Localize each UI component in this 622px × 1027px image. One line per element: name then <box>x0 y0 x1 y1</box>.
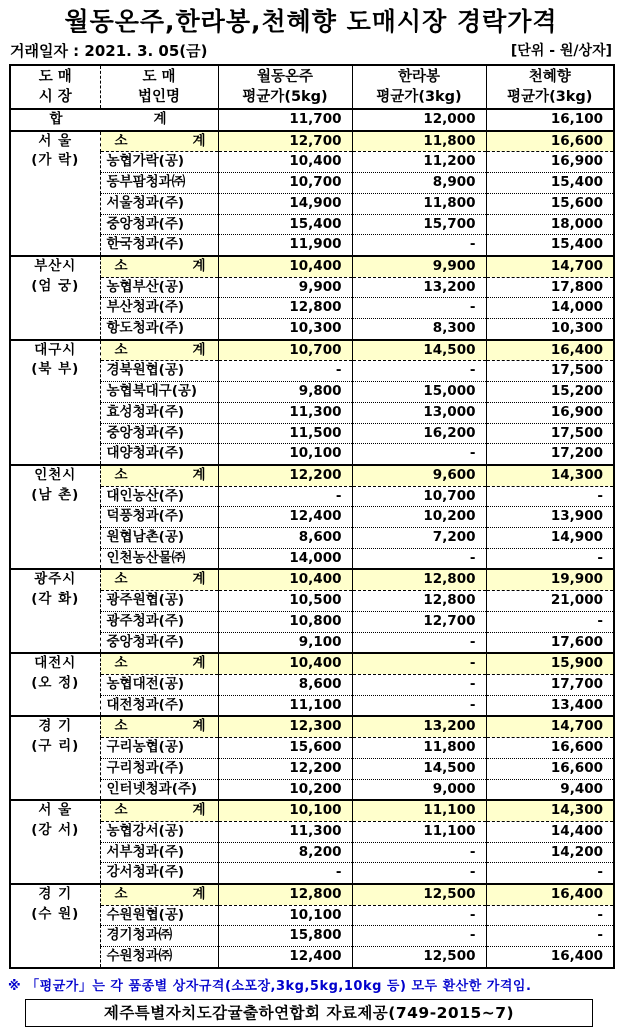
total-price-cell: 16,100 <box>486 109 614 131</box>
company-name-cell: 농협북대구(공) <box>100 382 218 403</box>
price-cell: 17,700 <box>486 674 614 695</box>
subtotal-label-left: 소 <box>114 466 128 483</box>
company-row <box>10 193 614 214</box>
company-name-cell: 중앙청과(주) <box>100 423 218 444</box>
company-row <box>10 507 614 528</box>
price-cell: 7,200 <box>352 528 486 549</box>
market-name-line: 광주시 <box>34 571 77 588</box>
header-corporation-line1: 도 매 <box>142 69 176 85</box>
market-branch-line: (수 원) <box>31 905 80 922</box>
price-cell: 13,000 <box>352 402 486 423</box>
subtotal-label-left: 소 <box>114 655 128 672</box>
subtotal-row <box>10 800 614 821</box>
price-cell: 15,400 <box>486 173 614 194</box>
subtotal-label-inner <box>107 801 218 821</box>
market-cell <box>10 569 100 653</box>
subtotal-label-inner <box>107 132 218 152</box>
subtotal-price-cell: 11,800 <box>352 131 486 152</box>
company-name-cell: 광주청과(주) <box>100 611 218 632</box>
price-cell: - <box>352 632 486 653</box>
company-row <box>10 947 614 968</box>
subtotal-label-cell <box>100 569 218 590</box>
company-row <box>10 277 614 298</box>
price-cell: - <box>218 486 352 507</box>
company-name-cell: 부산청과(주) <box>100 298 218 319</box>
company-name-cell: 서울청과(주) <box>100 193 218 214</box>
price-cell: 21,000 <box>486 591 614 612</box>
price-cell: 14,000 <box>218 548 352 569</box>
price-cell: - <box>486 926 614 947</box>
price-cell: 9,000 <box>352 779 486 800</box>
company-row <box>10 695 614 716</box>
company-row <box>10 842 614 863</box>
company-name-cell: 수원원협(공) <box>100 905 218 926</box>
subtotal-label-left: 소 <box>114 257 128 274</box>
market-cell <box>10 884 100 968</box>
company-row <box>10 738 614 759</box>
market-branch-line: (남 촌) <box>31 486 80 503</box>
price-cell: 8,600 <box>218 528 352 549</box>
subtotal-label-left: 소 <box>114 886 128 903</box>
company-name-cell: 항도청과(주) <box>100 319 218 340</box>
subtotal-row <box>10 465 614 486</box>
subtotal-price-cell: 16,400 <box>486 884 614 905</box>
company-name-cell: 인천농산물㈜ <box>100 548 218 569</box>
subtotal-label-left: 소 <box>114 132 128 149</box>
subtotal-price-cell: - <box>352 653 486 674</box>
company-row <box>10 298 614 319</box>
subtotal-price-cell: 10,400 <box>218 653 352 674</box>
subtotal-row <box>10 131 614 152</box>
subtotal-price-cell: 14,300 <box>486 800 614 821</box>
subtotal-row <box>10 340 614 361</box>
price-cell: - <box>352 444 486 465</box>
company-row <box>10 758 614 779</box>
price-cell: 14,900 <box>486 528 614 549</box>
header-market-line1: 도 매 <box>38 69 72 85</box>
price-cell: - <box>352 548 486 569</box>
subtotal-price-cell: 9,600 <box>352 465 486 486</box>
subtotal-label-inner <box>107 257 218 277</box>
market-cell <box>10 340 100 465</box>
market-cell <box>10 465 100 570</box>
subtotal-label-right: 계 <box>192 886 206 903</box>
market-branch-line: (강 서) <box>31 821 80 838</box>
company-row <box>10 173 614 194</box>
price-cell: - <box>352 905 486 926</box>
price-cell: 15,600 <box>486 193 614 214</box>
company-name-cell: 농협가락(공) <box>100 152 218 173</box>
price-cell: 15,200 <box>486 382 614 403</box>
market-cell <box>10 131 100 256</box>
market-cell <box>10 800 100 884</box>
company-row <box>10 779 614 800</box>
price-cell: 11,800 <box>352 738 486 759</box>
market-name-line: 서 울 <box>38 802 73 819</box>
market-name-line: 경 기 <box>38 718 73 735</box>
provider-box <box>25 999 593 1027</box>
price-cell: 12,400 <box>218 947 352 968</box>
subtotal-price-cell: 10,400 <box>218 256 352 277</box>
company-row <box>10 423 614 444</box>
subtotal-label-right: 계 <box>192 132 206 149</box>
price-table <box>9 64 615 969</box>
header-wintermandarin-line1: 월동온주 <box>256 69 314 85</box>
price-cell: 17,600 <box>486 632 614 653</box>
company-row <box>10 632 614 653</box>
price-cell: - <box>352 298 486 319</box>
header-hallabong <box>352 65 486 109</box>
subtotal-price-cell: 16,600 <box>486 131 614 152</box>
subtotal-label-left: 소 <box>114 802 128 819</box>
subtotal-label-cell <box>100 131 218 152</box>
price-cell: 14,000 <box>486 298 614 319</box>
total-price-cell: 11,700 <box>218 109 352 131</box>
subtotal-row <box>10 256 614 277</box>
price-cell: 11,800 <box>352 193 486 214</box>
company-row <box>10 444 614 465</box>
price-cell: 14,400 <box>486 821 614 842</box>
company-row <box>10 235 614 256</box>
company-row <box>10 674 614 695</box>
company-name-cell: 대양청과(주) <box>100 444 218 465</box>
price-cell: 13,400 <box>486 695 614 716</box>
price-cell: 10,300 <box>486 319 614 340</box>
header-market <box>10 65 100 109</box>
market-branch-line: (각 화) <box>31 591 80 608</box>
price-cell: 10,800 <box>218 611 352 632</box>
company-row <box>10 548 614 569</box>
price-cell: - <box>352 235 486 256</box>
subtotal-label-inner <box>107 885 218 905</box>
price-cell: 12,200 <box>218 758 352 779</box>
price-cell: 9,800 <box>218 382 352 403</box>
subtotal-label-inner <box>107 570 218 590</box>
subtotal-row <box>10 716 614 737</box>
price-cell: 18,000 <box>486 214 614 235</box>
market-name-line: 경 기 <box>38 886 73 903</box>
price-cell: 8,600 <box>218 674 352 695</box>
price-cell: 10,400 <box>218 152 352 173</box>
header-cheonhyehyang-line2: 평균가(3kg) <box>507 89 593 105</box>
price-cell: - <box>486 611 614 632</box>
subtotal-label-right: 계 <box>192 257 206 274</box>
subtotal-price-cell: 9,900 <box>352 256 486 277</box>
price-cell: 16,900 <box>486 402 614 423</box>
subtotal-label-right: 계 <box>192 655 206 672</box>
company-row <box>10 152 614 173</box>
subtotal-price-cell: 12,800 <box>218 884 352 905</box>
company-name-cell: 광주원협(공) <box>100 591 218 612</box>
company-name-cell: 대인농산(주) <box>100 486 218 507</box>
company-name-cell: 경기청과㈜ <box>100 926 218 947</box>
market-cell <box>10 256 100 340</box>
company-name-cell: 서부청과(주) <box>100 842 218 863</box>
price-cell: - <box>352 361 486 382</box>
price-cell: 11,500 <box>218 423 352 444</box>
subtotal-label-cell <box>100 256 218 277</box>
total-label-inner <box>11 110 218 130</box>
price-cell: 12,800 <box>218 298 352 319</box>
company-name-cell: 구리청과(주) <box>100 758 218 779</box>
header-wintermandarin <box>218 65 352 109</box>
subtotal-row <box>10 653 614 674</box>
price-cell: 9,400 <box>486 779 614 800</box>
company-row <box>10 863 614 884</box>
subtotal-label-inner <box>107 466 218 486</box>
price-cell: 10,300 <box>218 319 352 340</box>
price-cell: - <box>486 486 614 507</box>
subtotal-price-cell: 14,700 <box>486 256 614 277</box>
price-cell: 12,500 <box>352 947 486 968</box>
subtotal-price-cell: 12,800 <box>352 569 486 590</box>
price-cell: 10,700 <box>218 173 352 194</box>
price-cell: - <box>352 863 486 884</box>
header-row <box>10 65 614 109</box>
subtotal-price-cell: 12,700 <box>218 131 352 152</box>
market-cell <box>10 716 100 800</box>
price-cell: 9,100 <box>218 632 352 653</box>
price-cell: 16,600 <box>486 738 614 759</box>
price-cell: 17,500 <box>486 361 614 382</box>
subtotal-label-cell <box>100 716 218 737</box>
subtotal-label-right: 계 <box>192 571 206 588</box>
price-cell: 15,800 <box>218 926 352 947</box>
header-corporation-line2: 법인명 <box>137 89 181 105</box>
market-branch-line: (북 부) <box>31 361 80 378</box>
header-corporation <box>100 65 218 109</box>
market-name-line: 대전시 <box>34 655 77 672</box>
price-cell: 16,200 <box>352 423 486 444</box>
market-branch-line: (가 락) <box>31 152 80 169</box>
company-row <box>10 319 614 340</box>
subtotal-row <box>10 569 614 590</box>
company-name-cell: 농협부산(공) <box>100 277 218 298</box>
company-name-cell: 중앙청과(주) <box>100 214 218 235</box>
subtotal-price-cell: 19,900 <box>486 569 614 590</box>
company-row <box>10 905 614 926</box>
price-cell: 11,100 <box>352 821 486 842</box>
price-cell: 11,300 <box>218 821 352 842</box>
company-row <box>10 821 614 842</box>
price-cell: - <box>486 548 614 569</box>
price-cell: 12,700 <box>352 611 486 632</box>
subtotal-label-cell <box>100 340 218 361</box>
company-row <box>10 486 614 507</box>
price-cell: - <box>486 863 614 884</box>
subtotal-label-inner <box>107 341 218 361</box>
price-cell: - <box>486 905 614 926</box>
subtotal-price-cell: 11,100 <box>352 800 486 821</box>
company-name-cell: 원협남촌(공) <box>100 528 218 549</box>
subtotal-label-left: 소 <box>114 718 128 735</box>
price-cell: 14,900 <box>218 193 352 214</box>
page-title: 월동온주,한라봉,천혜향 도매시장 경락가격 <box>64 7 558 36</box>
price-cell: 13,200 <box>352 277 486 298</box>
price-cell: 14,200 <box>486 842 614 863</box>
unit-label: [단위 - 원/상자] <box>510 43 612 59</box>
company-row <box>10 402 614 423</box>
total-label-cell <box>10 109 218 131</box>
subtotal-label-right: 계 <box>192 718 206 735</box>
price-cell: 11,100 <box>218 695 352 716</box>
price-cell: 10,100 <box>218 905 352 926</box>
subtotal-label-right: 계 <box>192 802 206 819</box>
trade-date-label: 거래일자 : 2021. 3. 05(금) <box>10 42 208 60</box>
price-cell: 12,800 <box>352 591 486 612</box>
subtotal-price-cell: 12,300 <box>218 716 352 737</box>
market-name-line: 대구시 <box>34 341 77 358</box>
market-branch-line: (엄 궁) <box>31 277 80 294</box>
subtotal-price-cell: 12,200 <box>218 465 352 486</box>
price-cell: 14,500 <box>352 758 486 779</box>
price-cell: 10,100 <box>218 444 352 465</box>
meta-row <box>10 43 612 60</box>
price-cell: 10,500 <box>218 591 352 612</box>
total-price-cell: 12,000 <box>352 109 486 131</box>
header-hallabong-line2: 평균가(3kg) <box>376 89 462 105</box>
subtotal-price-cell: 10,100 <box>218 800 352 821</box>
company-row <box>10 926 614 947</box>
header-market-line2: 시 장 <box>38 89 72 105</box>
company-name-cell: 효성청과(주) <box>100 402 218 423</box>
price-cell: 15,400 <box>218 214 352 235</box>
header-wintermandarin-line2: 평균가(5kg) <box>242 89 328 105</box>
price-cell: 15,700 <box>352 214 486 235</box>
price-cell: - <box>352 674 486 695</box>
header-cheonhyehyang-line1: 천혜향 <box>528 69 571 85</box>
price-cell: 11,900 <box>218 235 352 256</box>
company-name-cell: 동부팜청과㈜ <box>100 173 218 194</box>
subtotal-row <box>10 884 614 905</box>
company-name-cell: 중앙청과(주) <box>100 632 218 653</box>
subtotal-price-cell: 10,400 <box>218 569 352 590</box>
price-cell: 10,700 <box>352 486 486 507</box>
header-cheonhyehyang <box>486 65 614 109</box>
company-name-cell: 대전청과(주) <box>100 695 218 716</box>
company-row <box>10 214 614 235</box>
price-cell: - <box>352 695 486 716</box>
subtotal-label-left: 소 <box>114 341 128 358</box>
table-body <box>10 109 614 968</box>
subtotal-label-inner <box>107 654 218 674</box>
subtotal-price-cell: 14,700 <box>486 716 614 737</box>
table-header <box>10 65 614 109</box>
price-cell: - <box>352 842 486 863</box>
price-cell: 11,300 <box>218 402 352 423</box>
total-label-left: 합 <box>49 111 63 127</box>
company-name-cell: 강서청과(주) <box>100 863 218 884</box>
company-name-cell: 농협강서(공) <box>100 821 218 842</box>
price-cell: 17,500 <box>486 423 614 444</box>
subtotal-label-right: 계 <box>192 466 206 483</box>
price-cell: 16,400 <box>486 947 614 968</box>
total-row <box>10 109 614 131</box>
company-name-cell: 덕풍청과(주) <box>100 507 218 528</box>
price-cell: 16,900 <box>486 152 614 173</box>
company-row <box>10 382 614 403</box>
price-cell: - <box>218 361 352 382</box>
market-branch-line: (구 리) <box>31 738 80 755</box>
market-name-line: 서 울 <box>38 132 73 149</box>
company-name-cell: 구리농협(공) <box>100 738 218 759</box>
subtotal-label-left: 소 <box>114 571 128 588</box>
price-cell: 8,300 <box>352 319 486 340</box>
market-branch-line: (오 정) <box>31 674 80 691</box>
total-label-right: 계 <box>153 111 167 127</box>
company-name-cell: 농협대전(공) <box>100 674 218 695</box>
subtotal-price-cell: 15,900 <box>486 653 614 674</box>
company-row <box>10 611 614 632</box>
price-cell: 16,600 <box>486 758 614 779</box>
price-cell: 15,000 <box>352 382 486 403</box>
price-cell: 17,800 <box>486 277 614 298</box>
footnote: ※ 「평균가」는 각 품종별 상자규격(소포장,3kg,5kg,10kg 등) 모두 환산한 가격임. <box>8 978 532 994</box>
price-cell: 8,200 <box>218 842 352 863</box>
subtotal-label-cell <box>100 465 218 486</box>
price-cell: 10,200 <box>352 507 486 528</box>
price-cell: 12,400 <box>218 507 352 528</box>
subtotal-price-cell: 14,300 <box>486 465 614 486</box>
company-name-cell: 한국청과(주) <box>100 235 218 256</box>
market-cell <box>10 653 100 716</box>
price-cell: 17,200 <box>486 444 614 465</box>
company-name-cell: 인터넷청과(주) <box>100 779 218 800</box>
price-cell: 15,600 <box>218 738 352 759</box>
subtotal-price-cell: 16,400 <box>486 340 614 361</box>
header-hallabong-line1: 한라봉 <box>397 69 441 85</box>
subtotal-label-right: 계 <box>192 341 206 358</box>
company-name-cell: 경북원협(공) <box>100 361 218 382</box>
price-cell: 11,200 <box>352 152 486 173</box>
subtotal-price-cell: 14,500 <box>352 340 486 361</box>
price-cell: - <box>218 863 352 884</box>
market-name-line: 인천시 <box>34 466 77 483</box>
subtotal-label-cell <box>100 884 218 905</box>
price-cell: 9,900 <box>218 277 352 298</box>
price-cell: 8,900 <box>352 173 486 194</box>
company-row <box>10 591 614 612</box>
subtotal-price-cell: 13,200 <box>352 716 486 737</box>
market-name-line: 부산시 <box>34 257 77 274</box>
subtotal-label-cell <box>100 653 218 674</box>
price-cell: 10,200 <box>218 779 352 800</box>
company-name-cell: 수원청과㈜ <box>100 947 218 968</box>
provider-text: 제주특별자치도감귤출하연합회 자료제공(749-2015~7) <box>103 1003 515 1022</box>
price-cell: - <box>352 926 486 947</box>
price-cell: 13,900 <box>486 507 614 528</box>
subtotal-label-cell <box>100 800 218 821</box>
company-row <box>10 361 614 382</box>
company-row <box>10 528 614 549</box>
price-cell: 15,400 <box>486 235 614 256</box>
subtotal-label-inner <box>107 717 218 737</box>
subtotal-price-cell: 10,700 <box>218 340 352 361</box>
subtotal-price-cell: 12,500 <box>352 884 486 905</box>
